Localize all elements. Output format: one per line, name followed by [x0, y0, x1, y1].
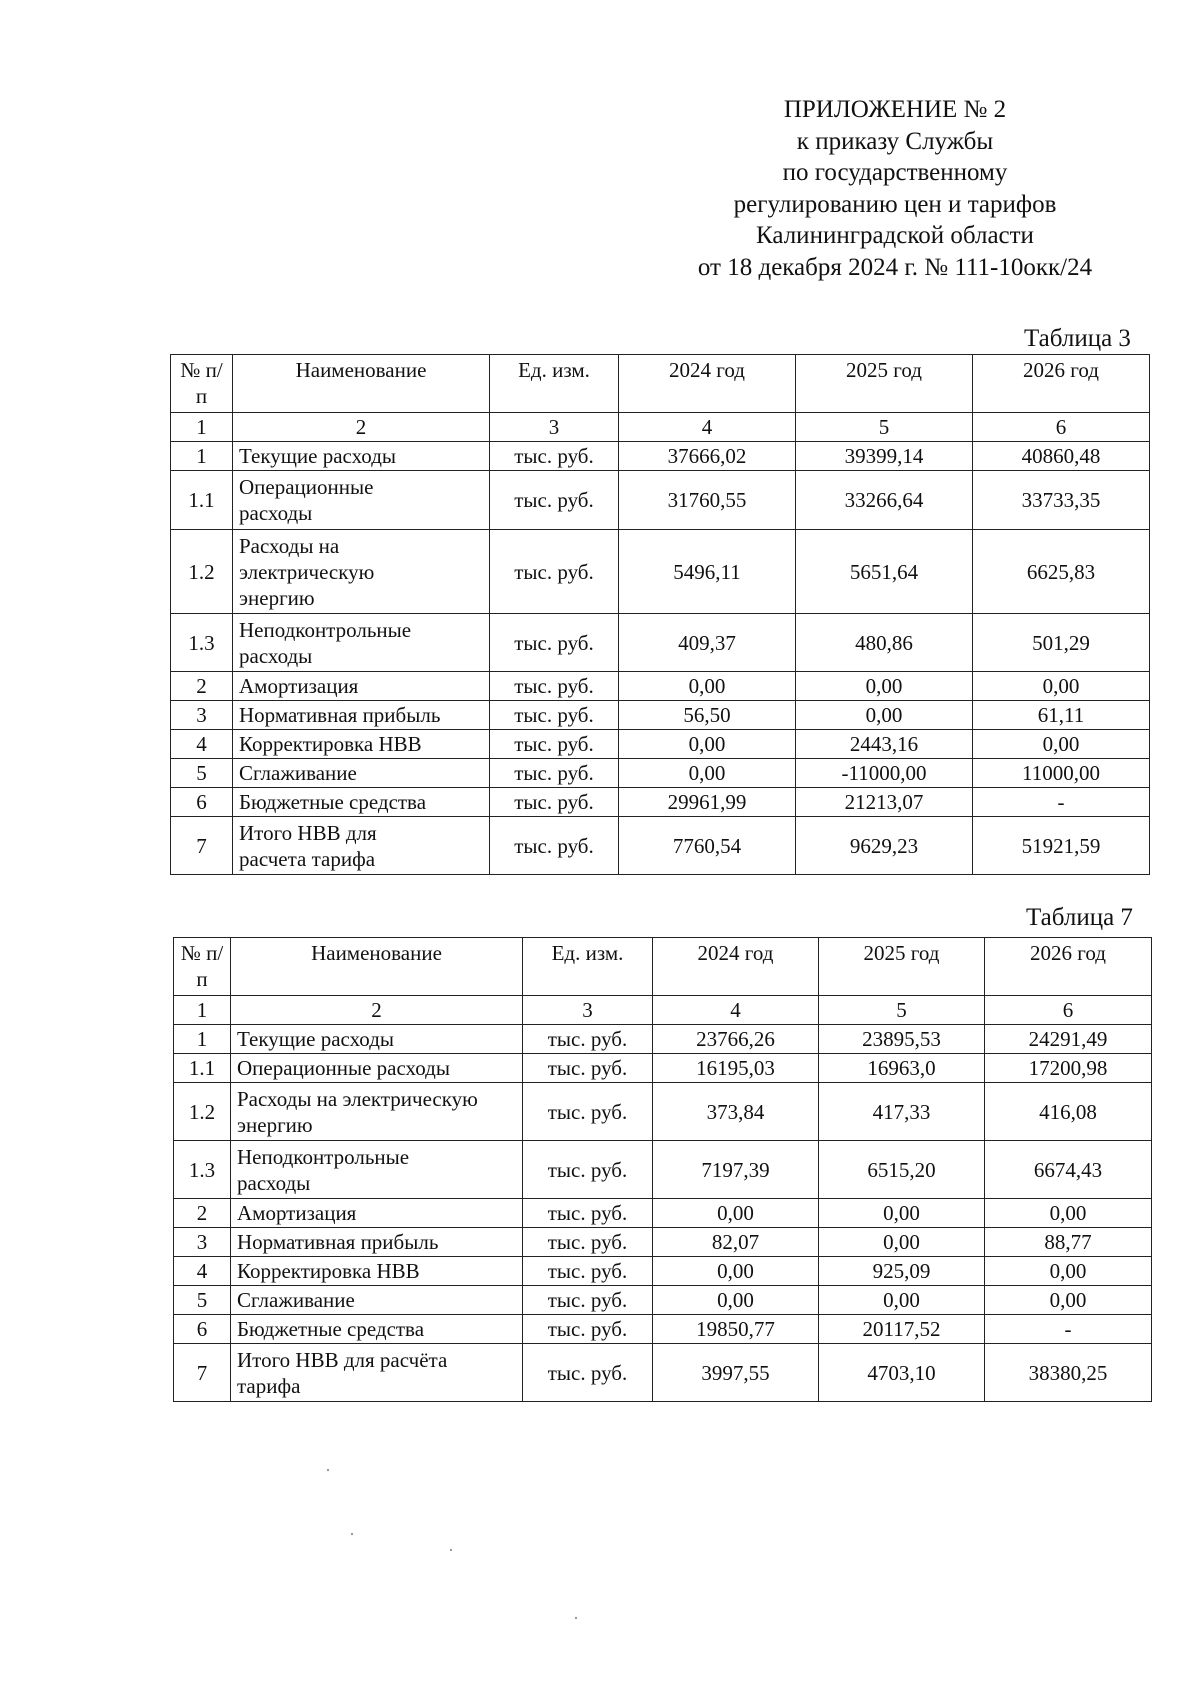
value-2025: 16963,0 — [819, 1054, 985, 1083]
value-2025: 33266,64 — [796, 471, 973, 530]
value-2026: 0,00 — [985, 1257, 1152, 1286]
value-2025: 0,00 — [819, 1286, 985, 1315]
value-2024: 16195,03 — [653, 1054, 819, 1083]
col-header-name: Наименование — [231, 938, 523, 996]
value-2026: 6625,83 — [973, 530, 1150, 614]
row-number: 4 — [174, 1257, 231, 1286]
value-2025: 480,86 — [796, 614, 973, 672]
value-2025: 0,00 — [796, 701, 973, 730]
col-header-2026: 2026 год — [973, 355, 1150, 413]
row-unit: тыс. руб. — [523, 1228, 653, 1257]
row-number: 5 — [174, 1286, 231, 1315]
table7 — [173, 937, 1152, 1402]
row-number: 7 — [174, 1344, 231, 1402]
row-number: 5 — [171, 759, 233, 788]
value-2024: 0,00 — [653, 1257, 819, 1286]
table3-caption: Таблица 3 — [1024, 325, 1131, 352]
value-2026: - — [985, 1315, 1152, 1344]
value-2026: 24291,49 — [985, 1025, 1152, 1054]
row-name: Итого НВВ для расчета тарифа — [233, 817, 490, 875]
appendix-title: ПРИЛОЖЕНИЕ № 2 — [783, 96, 1007, 123]
value-2026: 0,00 — [985, 1286, 1152, 1315]
value-2024: 373,84 — [653, 1083, 819, 1141]
row-name: Сглаживание — [231, 1286, 523, 1315]
table7-caption: Таблица 7 — [1026, 904, 1133, 931]
row-number: 1.3 — [174, 1141, 231, 1199]
row-number: 4 — [171, 730, 233, 759]
row-name: Корректировка НВВ — [231, 1257, 523, 1286]
table-row — [171, 471, 1150, 530]
value-2026: 0,00 — [973, 672, 1150, 701]
value-2025: 39399,14 — [796, 442, 973, 471]
row-name: Нормативная прибыль — [233, 701, 490, 730]
value-2026: - — [973, 788, 1150, 817]
row-name: Итого НВВ для расчёта тарифа — [231, 1344, 523, 1402]
value-2024: 0,00 — [653, 1199, 819, 1228]
value-2024: 5496,11 — [619, 530, 796, 614]
value-2024: 3997,55 — [653, 1344, 819, 1402]
table-row — [171, 817, 1150, 875]
row-number: 3 — [171, 701, 233, 730]
row-unit: тыс. руб. — [490, 788, 619, 817]
row-unit: тыс. руб. — [490, 442, 619, 471]
table7-column-numbers-row — [174, 996, 1152, 1025]
appendix-line: к приказу Службы — [796, 127, 994, 155]
value-2025: 0,00 — [819, 1199, 985, 1228]
table-row — [171, 730, 1150, 759]
value-2024: 0,00 — [653, 1286, 819, 1315]
row-name: Корректировка НВВ — [233, 730, 490, 759]
row-unit: тыс. руб. — [523, 1054, 653, 1083]
row-name: Нормативная прибыль — [231, 1228, 523, 1257]
value-2024: 7197,39 — [653, 1141, 819, 1199]
value-2024: 37666,02 — [619, 442, 796, 471]
row-name: Амортизация — [231, 1199, 523, 1228]
value-2026: 17200,98 — [985, 1054, 1152, 1083]
value-2024: 56,50 — [619, 701, 796, 730]
row-name: Неподконтрольные расходы — [233, 614, 490, 672]
value-2025: 4703,10 — [819, 1344, 985, 1402]
row-number: 7 — [171, 817, 233, 875]
value-2025: 6515,20 — [819, 1141, 985, 1199]
row-name: Расходы на электрическую энергию — [231, 1083, 523, 1141]
value-2025: 417,33 — [819, 1083, 985, 1141]
col-number: 6 — [973, 413, 1150, 442]
table-row — [171, 530, 1150, 614]
value-2025: 0,00 — [796, 672, 973, 701]
col-header-number: № п/п — [171, 355, 233, 413]
row-name: Операционные расходы — [233, 471, 490, 530]
row-unit: тыс. руб. — [490, 759, 619, 788]
appendix-line: регулированию цен и тарифов — [733, 190, 1057, 218]
row-unit: тыс. руб. — [490, 730, 619, 759]
col-number: 1 — [174, 996, 231, 1025]
table7-header-row — [174, 938, 1152, 996]
value-2024: 29961,99 — [619, 788, 796, 817]
row-name: Бюджетные средства — [231, 1315, 523, 1344]
row-number: 1.1 — [171, 471, 233, 530]
value-2024: 23766,26 — [653, 1025, 819, 1054]
row-unit: тыс. руб. — [490, 471, 619, 530]
table-row — [171, 614, 1150, 672]
col-header-2024: 2024 год — [619, 355, 796, 413]
col-number: 2 — [231, 996, 523, 1025]
value-2025: 9629,23 — [796, 817, 973, 875]
col-header-2026: 2026 год — [985, 938, 1152, 996]
row-name: Амортизация — [233, 672, 490, 701]
value-2025: 2443,16 — [796, 730, 973, 759]
row-number: 1.1 — [174, 1054, 231, 1083]
value-2025: 21213,07 — [796, 788, 973, 817]
value-2024: 31760,55 — [619, 471, 796, 530]
row-unit: тыс. руб. — [523, 1344, 653, 1402]
value-2026: 51921,59 — [973, 817, 1150, 875]
value-2026: 0,00 — [985, 1199, 1152, 1228]
row-name: Операционные расходы — [231, 1054, 523, 1083]
value-2025: 20117,52 — [819, 1315, 985, 1344]
col-header-2024: 2024 год — [653, 938, 819, 996]
value-2024: 409,37 — [619, 614, 796, 672]
row-unit: тыс. руб. — [490, 614, 619, 672]
row-name: Расходы на электрическую энергию — [233, 530, 490, 614]
row-unit: тыс. руб. — [490, 672, 619, 701]
table3 — [170, 354, 1150, 875]
row-unit: тыс. руб. — [523, 1257, 653, 1286]
table-row — [174, 1083, 1152, 1141]
row-name: Текущие расходы — [233, 442, 490, 471]
table-row — [171, 759, 1150, 788]
col-header-2025: 2025 год — [796, 355, 973, 413]
value-2026: 0,00 — [973, 730, 1150, 759]
col-header-name: Наименование — [233, 355, 490, 413]
value-2026: 88,77 — [985, 1228, 1152, 1257]
table-row — [171, 672, 1150, 701]
value-2026: 416,08 — [985, 1083, 1152, 1141]
value-2024: 7760,54 — [619, 817, 796, 875]
table-row — [174, 1054, 1152, 1083]
row-name: Неподконтрольные расходы — [231, 1141, 523, 1199]
appendix-line: по государственному — [782, 159, 1008, 187]
col-number: 5 — [819, 996, 985, 1025]
row-unit: тыс. руб. — [523, 1141, 653, 1199]
value-2025: 0,00 — [819, 1228, 985, 1257]
col-header-2025: 2025 год — [819, 938, 985, 996]
value-2025: 23895,53 — [819, 1025, 985, 1054]
col-number: 6 — [985, 996, 1152, 1025]
row-name: Текущие расходы — [231, 1025, 523, 1054]
col-number: 2 — [233, 413, 490, 442]
appendix-order-date: от 18 декабря 2024 г. № 111-10окк/24 — [697, 253, 1093, 281]
col-number: 4 — [653, 996, 819, 1025]
col-number: 4 — [619, 413, 796, 442]
row-unit: тыс. руб. — [490, 530, 619, 614]
row-number: 6 — [174, 1315, 231, 1344]
col-number: 1 — [171, 413, 233, 442]
table-row — [171, 788, 1150, 817]
value-2024: 19850,77 — [653, 1315, 819, 1344]
value-2026: 61,11 — [973, 701, 1150, 730]
row-unit: тыс. руб. — [523, 1315, 653, 1344]
col-number: 3 — [490, 413, 619, 442]
value-2024: 82,07 — [653, 1228, 819, 1257]
row-number: 2 — [174, 1199, 231, 1228]
row-number: 1 — [174, 1025, 231, 1054]
col-header-number: № п/п — [174, 938, 231, 996]
row-unit: тыс. руб. — [523, 1199, 653, 1228]
value-2025: 5651,64 — [796, 530, 973, 614]
value-2025: -11000,00 — [796, 759, 973, 788]
row-number: 1.2 — [174, 1083, 231, 1141]
value-2024: 0,00 — [619, 672, 796, 701]
value-2024: 0,00 — [619, 730, 796, 759]
table-row — [171, 701, 1150, 730]
table-row — [174, 1315, 1152, 1344]
table3-column-numbers-row — [171, 413, 1150, 442]
col-header-unit: Ед. изм. — [490, 355, 619, 413]
value-2026: 6674,43 — [985, 1141, 1152, 1199]
row-unit: тыс. руб. — [523, 1083, 653, 1141]
row-name: Бюджетные средства — [233, 788, 490, 817]
row-number: 1.3 — [171, 614, 233, 672]
row-unit: тыс. руб. — [523, 1025, 653, 1054]
table-row — [174, 1286, 1152, 1315]
row-number: 2 — [171, 672, 233, 701]
appendix-header — [640, 94, 1150, 284]
row-unit: тыс. руб. — [490, 701, 619, 730]
row-name: Сглаживание — [233, 759, 490, 788]
table-row — [174, 1199, 1152, 1228]
value-2025: 925,09 — [819, 1257, 985, 1286]
row-number: 1.2 — [171, 530, 233, 614]
row-number: 1 — [171, 442, 233, 471]
row-number: 3 — [174, 1228, 231, 1257]
value-2026: 38380,25 — [985, 1344, 1152, 1402]
table-row — [174, 1344, 1152, 1402]
table-row — [174, 1228, 1152, 1257]
value-2026: 501,29 — [973, 614, 1150, 672]
col-number: 5 — [796, 413, 973, 442]
value-2026: 40860,48 — [973, 442, 1150, 471]
row-unit: тыс. руб. — [523, 1286, 653, 1315]
appendix-line: Калининградской области — [756, 222, 1034, 250]
col-header-unit: Ед. изм. — [523, 938, 653, 996]
row-number: 6 — [171, 788, 233, 817]
table-row — [171, 442, 1150, 471]
table3-header-row — [171, 355, 1150, 413]
col-number: 3 — [523, 996, 653, 1025]
table-row — [174, 1141, 1152, 1199]
table-row — [174, 1025, 1152, 1054]
value-2026: 11000,00 — [973, 759, 1150, 788]
value-2024: 0,00 — [619, 759, 796, 788]
value-2026: 33733,35 — [973, 471, 1150, 530]
row-unit: тыс. руб. — [490, 817, 619, 875]
table-row — [174, 1257, 1152, 1286]
